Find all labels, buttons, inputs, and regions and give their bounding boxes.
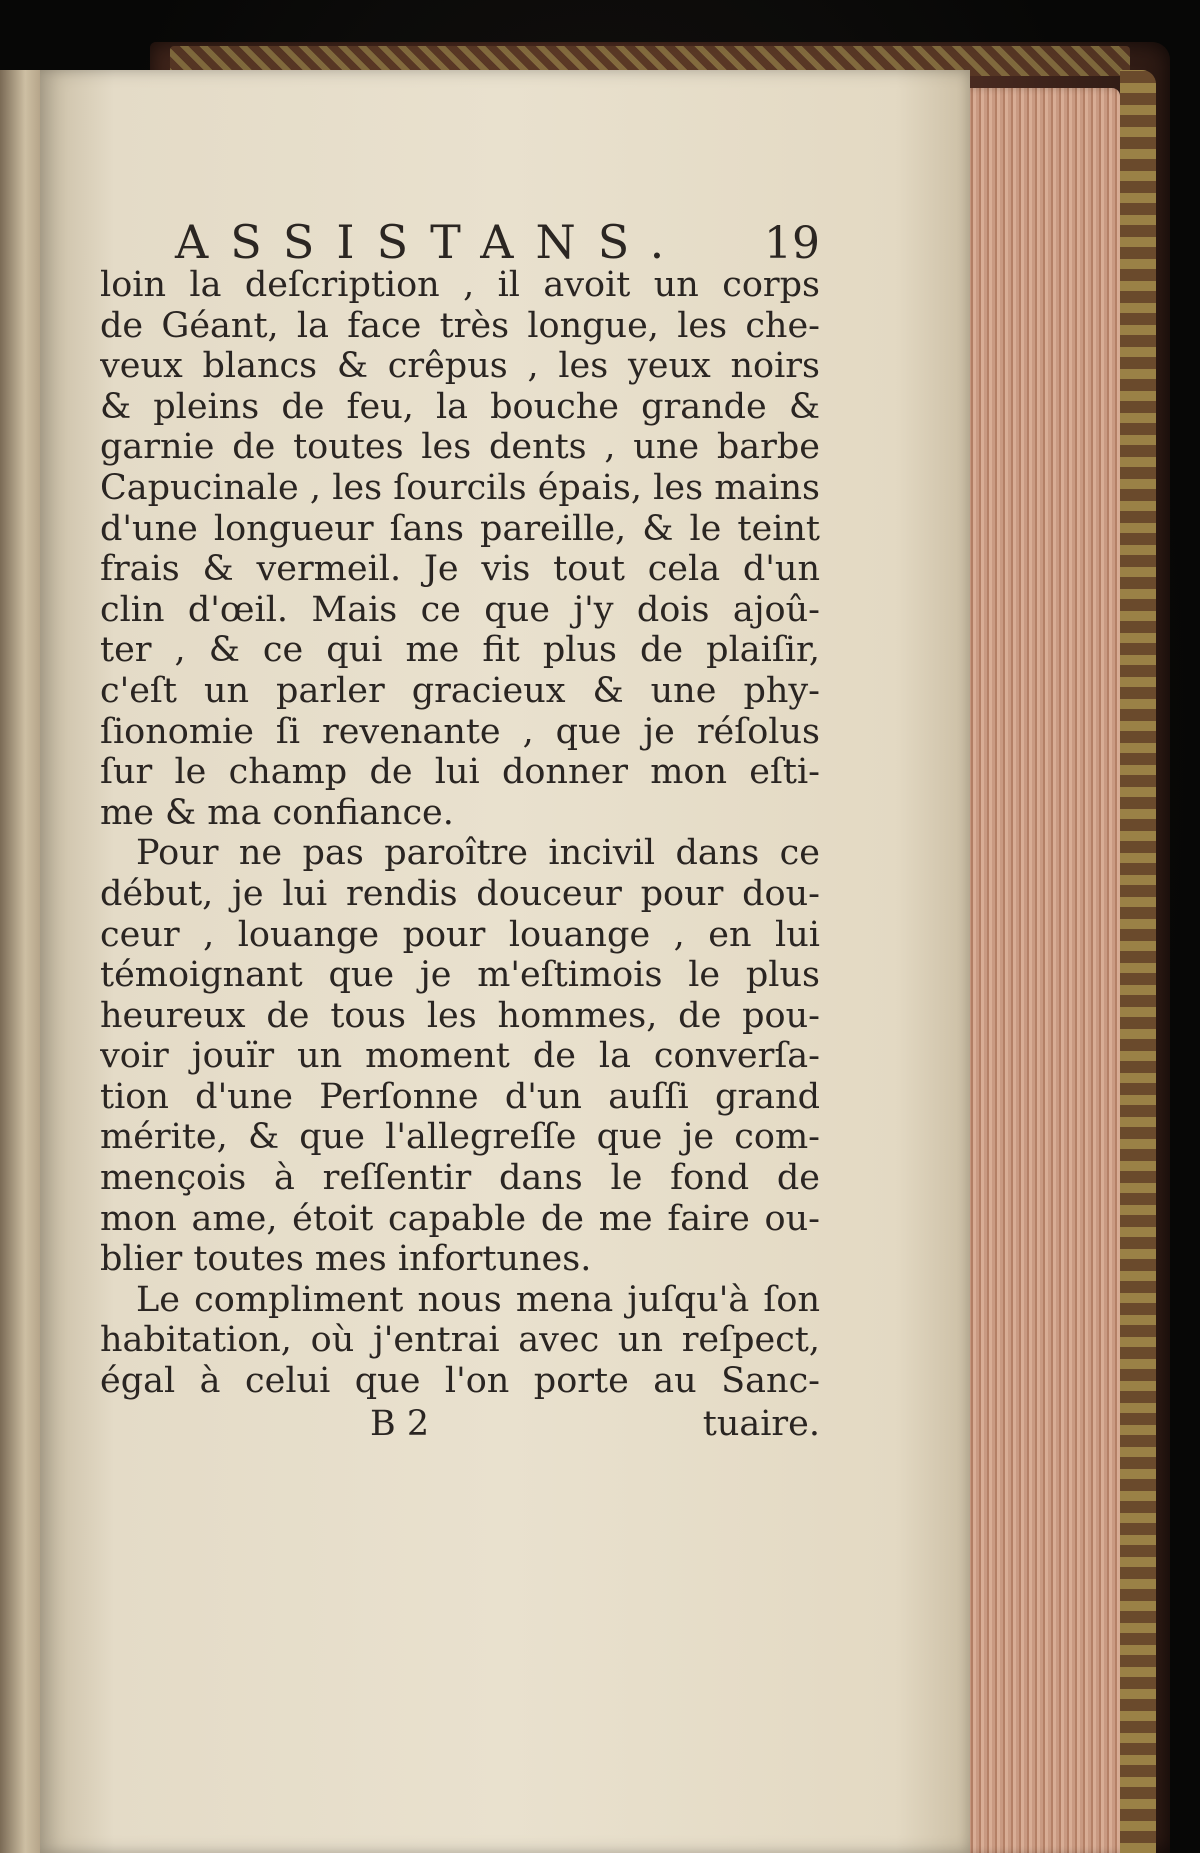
page-number: 19 xyxy=(764,218,820,269)
text-line: heureux de tous les hommes, de pou- xyxy=(100,995,820,1036)
text-line: Capucinale , les ſourcils épais, les mains xyxy=(100,467,820,508)
page-footer xyxy=(100,1404,820,1444)
text-line: veux blancs & crêpus , les yeux noirs xyxy=(100,346,820,387)
text-line: ſionomie ſi revenante , que je réſolus xyxy=(100,711,820,752)
text-line: garnie de toutes les dents , une barbe xyxy=(100,427,820,468)
text-line: ceur , louange pour louange , en lui xyxy=(100,914,820,955)
text-line: mençois à reſſentir dans le fond de xyxy=(100,1158,820,1199)
running-head xyxy=(100,215,820,269)
text-line: frais & vermeil. Je vis tout cela d'un xyxy=(100,549,820,590)
text-line: habitation, où j'entrai avec un reſpect, xyxy=(100,1320,820,1361)
text-line: de Géant, la face très longue, les che- xyxy=(100,305,820,346)
text-line: témoignant que je m'eſtimois le plus xyxy=(100,955,820,996)
text-line: me & ma confiance. xyxy=(100,792,454,833)
text-line: d'une longueur ſans pareille, & le teint xyxy=(100,508,820,549)
running-head-title: ASSISTANS. xyxy=(175,215,687,269)
text-line: mérite, & que l'allegreſſe que je com- xyxy=(100,1117,820,1158)
text-line: clin d'œil. Mais ce que j'y dois ajoû- xyxy=(100,589,820,630)
text-line: c'eſt un parler gracieux & une phy- xyxy=(100,670,820,711)
facing-page-edge xyxy=(0,70,42,1853)
paragraph-start-line: Le compliment nous mena juſqu'à ſon xyxy=(136,1279,820,1320)
text-line: loin la deſcription , il avoit un corps xyxy=(100,265,820,305)
gilt-board-edge xyxy=(1120,70,1156,1853)
text-line: blier toutes mes infortunes. xyxy=(100,1239,592,1280)
catchword: tuaire. xyxy=(702,1403,820,1444)
paragraph-start-line: Pour ne pas paroître incivil dans ce xyxy=(136,833,820,874)
text-line: égal à celui que l'on porte au Sanc- xyxy=(100,1361,820,1402)
text-line: début, je lui rendis douceur pour dou- xyxy=(100,873,820,914)
text-line: & pleins de feu, la bouche grande & xyxy=(100,386,820,427)
signature-mark: B 2 xyxy=(370,1403,430,1444)
text-line: voir jouïr un moment de la converſa- xyxy=(100,1036,820,1077)
page-text xyxy=(100,215,820,1444)
text-line: ſur le champ de lui donner mon eſti- xyxy=(100,752,820,793)
page-fore-edge xyxy=(960,88,1120,1853)
text-line: ter , & ce qui me fit plus de plaiſir, xyxy=(100,630,820,671)
text-line: mon ame, étoit capable de me faire ou- xyxy=(100,1198,820,1239)
text-line: tion d'une Perſonne d'un auſſi grand xyxy=(100,1076,820,1117)
